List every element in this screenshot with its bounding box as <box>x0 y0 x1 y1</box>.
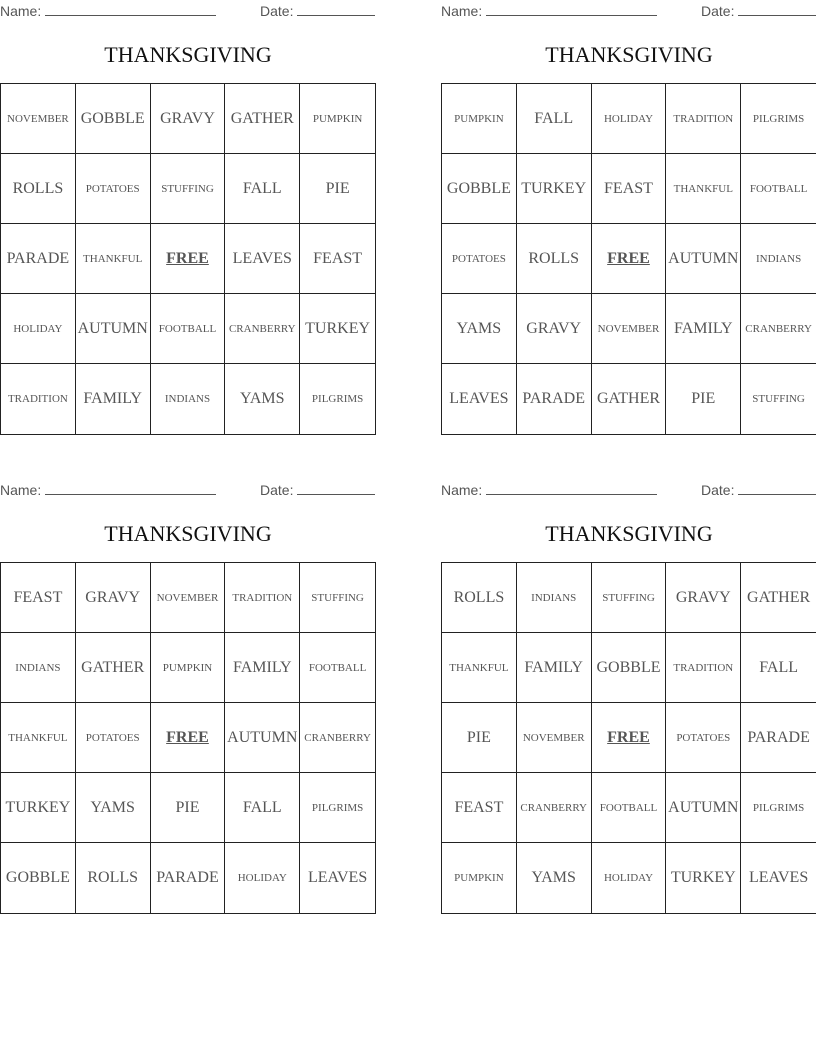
bingo-cell[interactable]: TRADITION <box>666 633 741 703</box>
bingo-cell[interactable]: INDIANS <box>151 364 226 434</box>
bingo-cell[interactable]: STUFFING <box>592 563 667 633</box>
bingo-cell[interactable]: PARADE <box>1 224 76 294</box>
bingo-cell[interactable]: FAMILY <box>666 294 741 364</box>
bingo-cell[interactable]: GOBBLE <box>442 154 517 224</box>
bingo-cell[interactable]: YAMS <box>442 294 517 364</box>
bingo-cell[interactable]: LEAVES <box>748 869 809 886</box>
bingo-cell[interactable]: ROLLS <box>1 154 76 224</box>
bingo-cell[interactable]: PUMPKIN <box>300 84 375 154</box>
bingo-cell[interactable]: POTATOES <box>76 703 151 773</box>
bingo-cell[interactable]: PIE <box>666 364 741 434</box>
name-field[interactable] <box>441 481 657 498</box>
card-title: THANKSGIVING <box>104 42 272 67</box>
bingo-cell[interactable]: CRANBERRY <box>741 294 816 364</box>
bingo-cell[interactable]: PILGRIMS <box>311 393 364 405</box>
bingo-cell[interactable]: AUTUMN <box>666 773 741 843</box>
date-line[interactable] <box>738 481 816 495</box>
bingo-cell[interactable]: PARADE <box>151 843 226 913</box>
bingo-cell[interactable]: FEAST <box>592 154 667 224</box>
card-header <box>441 479 816 501</box>
bingo-cell[interactable]: INDIANS <box>517 563 592 633</box>
bingo-cell[interactable]: POTATOES <box>666 703 741 773</box>
free-space[interactable]: FREE <box>592 224 667 294</box>
bingo-cell[interactable]: GOBBLE <box>592 633 667 703</box>
date-line[interactable] <box>297 481 375 495</box>
name-label: Name: <box>441 3 483 19</box>
bingo-cell[interactable]: TRADITION <box>225 563 300 633</box>
bingo-cell[interactable]: HOLIDAY <box>592 843 667 913</box>
date-label: Date: <box>260 3 294 19</box>
bingo-cell[interactable]: HOLIDAY <box>225 843 300 913</box>
bingo-cell[interactable]: PUMPKIN <box>442 84 517 154</box>
bingo-cell[interactable]: TURKEY <box>1 773 76 843</box>
bingo-cell[interactable]: STUFFING <box>752 393 805 405</box>
bingo-cell[interactable]: POTATOES <box>76 154 151 224</box>
bingo-grid <box>441 83 816 435</box>
bingo-cell[interactable]: GATHER <box>76 633 151 703</box>
date-line[interactable] <box>738 2 816 16</box>
bingo-cell[interactable]: GATHER <box>741 563 816 633</box>
bingo-cell[interactable]: TRADITION <box>1 364 76 434</box>
bingo-cell[interactable]: PUMPKIN <box>442 843 517 913</box>
bingo-cell[interactable]: CRANBERRY <box>300 703 375 773</box>
bingo-cell[interactable]: GOBBLE <box>1 843 76 913</box>
date-label: Date: <box>701 482 735 498</box>
bingo-cell[interactable]: AUTUMN <box>666 224 741 294</box>
bingo-cell[interactable]: YAMS <box>76 773 151 843</box>
bingo-cell[interactable]: YAMS <box>225 364 300 434</box>
bingo-cell[interactable]: GRAVY <box>666 563 741 633</box>
bingo-cell[interactable]: YAMS <box>517 843 592 913</box>
bingo-cell[interactable]: PIE <box>442 703 517 773</box>
bingo-card <box>0 479 376 886</box>
bingo-cell[interactable]: NOVEMBER <box>592 294 667 364</box>
bingo-cell[interactable]: STUFFING <box>300 563 375 633</box>
bingo-cell[interactable]: PARADE <box>517 364 592 434</box>
bingo-cell[interactable]: THANKFUL <box>76 224 151 294</box>
bingo-cell[interactable]: GATHER <box>592 364 667 434</box>
bingo-cell[interactable]: STUFFING <box>151 154 226 224</box>
card-title: THANKSGIVING <box>104 521 272 546</box>
bingo-cell[interactable]: FALL <box>225 154 300 224</box>
free-space[interactable]: FREE <box>592 703 667 773</box>
bingo-cell[interactable]: CRANBERRY <box>517 773 592 843</box>
bingo-cell[interactable]: PILGRIMS <box>300 773 375 843</box>
bingo-cell[interactable]: LEAVES <box>225 224 300 294</box>
bingo-cell[interactable]: PUMPKIN <box>151 633 226 703</box>
free-space[interactable]: FREE <box>151 703 226 773</box>
bingo-cell[interactable]: CRANBERRY <box>225 294 300 364</box>
bingo-cell[interactable]: AUTUMN <box>76 294 151 364</box>
name-label: Name: <box>441 482 483 498</box>
bingo-card <box>441 0 816 407</box>
bingo-cell[interactable]: ROLLS <box>442 563 517 633</box>
name-line[interactable] <box>45 2 216 16</box>
bingo-cell[interactable]: GRAVY <box>76 563 151 633</box>
bingo-cell[interactable]: GOBBLE <box>76 84 151 154</box>
bingo-cell[interactable]: THANKFUL <box>666 154 741 224</box>
bingo-grid <box>441 562 816 914</box>
bingo-cell[interactable]: POTATOES <box>442 224 517 294</box>
free-space[interactable]: FREE <box>151 224 226 294</box>
name-field[interactable] <box>0 2 216 19</box>
bingo-grid <box>0 562 376 914</box>
bingo-cell[interactable]: FAMILY <box>517 633 592 703</box>
name-label: Name: <box>0 3 42 19</box>
card-header <box>441 0 816 22</box>
bingo-cell[interactable]: TURKEY <box>300 294 375 364</box>
bingo-cell[interactable]: FEAST <box>1 563 76 633</box>
bingo-cell[interactable]: NOVEMBER <box>517 703 592 773</box>
name-line[interactable] <box>45 481 216 495</box>
bingo-cell[interactable]: TURKEY <box>666 843 741 913</box>
date-line[interactable] <box>297 2 375 16</box>
card-header <box>0 479 376 501</box>
bingo-cell[interactable]: NOVEMBER <box>151 563 226 633</box>
bingo-cell[interactable]: LEAVES <box>442 364 517 434</box>
bingo-cell[interactable]: FAMILY <box>225 633 300 703</box>
bingo-cell[interactable]: THANKFUL <box>442 633 517 703</box>
bingo-cell[interactable]: GATHER <box>225 84 300 154</box>
bingo-cell[interactable]: FALL <box>517 84 592 154</box>
bingo-cell[interactable]: HOLIDAY <box>1 294 76 364</box>
bingo-cell[interactable]: FOOTBALL <box>300 633 375 703</box>
card-title: THANKSGIVING <box>545 42 713 67</box>
name-line[interactable] <box>486 2 657 16</box>
bingo-cell[interactable]: ROLLS <box>76 843 151 913</box>
bingo-cell[interactable]: PILGRIMS <box>741 84 816 154</box>
date-field[interactable] <box>701 2 816 19</box>
bingo-cell[interactable]: LEAVES <box>307 869 368 886</box>
bingo-cell[interactable]: ROLLS <box>517 224 592 294</box>
bingo-cell[interactable]: HOLIDAY <box>592 84 667 154</box>
bingo-cell[interactable]: INDIANS <box>741 224 816 294</box>
bingo-card <box>0 0 376 407</box>
bingo-cell[interactable]: TURKEY <box>517 154 592 224</box>
bingo-cell[interactable]: FALL <box>741 633 816 703</box>
bingo-cell[interactable]: FEAST <box>442 773 517 843</box>
card-title: THANKSGIVING <box>545 521 713 546</box>
date-label: Date: <box>701 3 735 19</box>
bingo-cell[interactable]: FAMILY <box>76 364 151 434</box>
bingo-cell[interactable]: FOOTBALL <box>592 773 667 843</box>
card-header <box>0 0 376 22</box>
name-field[interactable] <box>441 2 657 19</box>
bingo-cell[interactable]: PIE <box>151 773 226 843</box>
bingo-cell[interactable]: PILGRIMS <box>741 773 816 843</box>
bingo-cell[interactable]: PIE <box>300 154 375 224</box>
bingo-card <box>441 479 816 886</box>
bingo-cell[interactable]: GRAVY <box>517 294 592 364</box>
bingo-cell[interactable]: FALL <box>225 773 300 843</box>
bingo-grid <box>0 83 376 435</box>
date-field[interactable] <box>260 481 375 498</box>
bingo-cell[interactable]: THANKFUL <box>1 703 76 773</box>
bingo-cell[interactable]: NOVEMBER <box>1 84 76 154</box>
bingo-cell[interactable]: FOOTBALL <box>741 154 816 224</box>
bingo-cell[interactable]: FOOTBALL <box>151 294 226 364</box>
bingo-cell[interactable]: INDIANS <box>1 633 76 703</box>
bingo-cell[interactable]: PARADE <box>741 703 816 773</box>
name-field[interactable] <box>0 481 216 498</box>
date-field[interactable] <box>260 2 375 19</box>
name-label: Name: <box>0 482 42 498</box>
bingo-cell[interactable]: AUTUMN <box>225 703 300 773</box>
date-label: Date: <box>260 482 294 498</box>
name-line[interactable] <box>486 481 657 495</box>
bingo-cell[interactable]: FEAST <box>300 224 375 294</box>
bingo-cell[interactable]: GRAVY <box>151 84 226 154</box>
bingo-cell[interactable]: TRADITION <box>666 84 741 154</box>
date-field[interactable] <box>701 481 816 498</box>
